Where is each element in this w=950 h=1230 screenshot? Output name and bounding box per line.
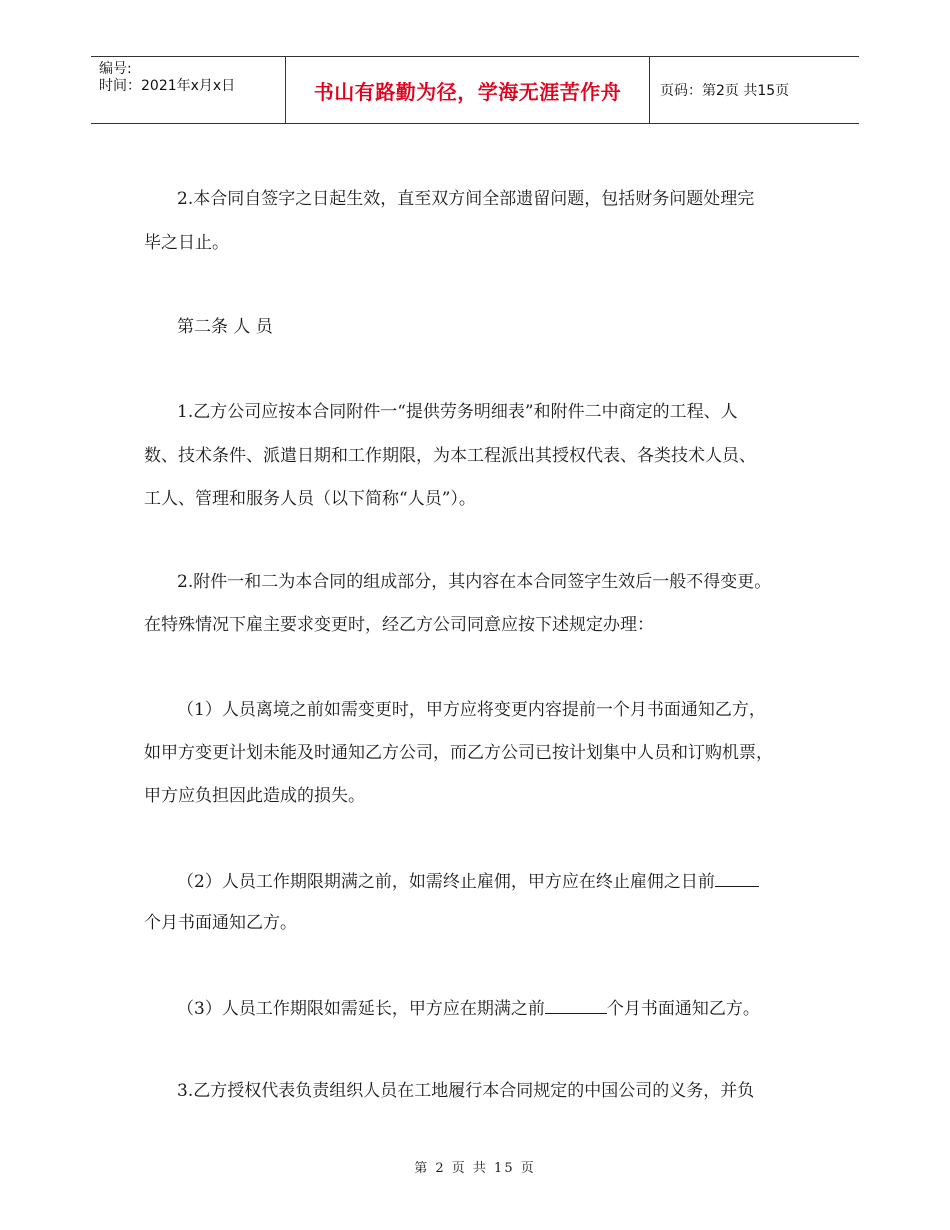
paragraph-line: 工人、管理和服务人员（以下简称“人员”）。 <box>144 489 476 509</box>
header-motto: 书山有路勤为径，学海无涯苦作舟 <box>286 57 650 123</box>
paragraph-line: 毕之日止。 <box>144 233 229 253</box>
paragraph-line: （1）人员离境之前如需变更时，甲方应将变更内容提前一个月书面通知乙方， <box>177 700 766 720</box>
paragraph-line <box>177 870 759 892</box>
fill-in-blank <box>545 997 607 1014</box>
fill-in-blank <box>715 870 759 887</box>
document-time-label: 时间：2021年x月x日 <box>99 78 236 94</box>
header-page-number: 页码：第2页 共15页 <box>660 83 790 99</box>
paragraph-text: （3）人员工作期限如需延长，甲方应在期满之前 <box>177 999 545 1019</box>
page-footer: 第 2 页 共 15 页 <box>414 1161 536 1176</box>
paragraph-line: 数、技术条件、派遣日期和工作期限，为本工程派出其授权代表、各类技术人员、 <box>144 446 756 466</box>
paragraph-line: 甲方应负担因此造成的损失。 <box>144 786 365 806</box>
page-header <box>91 56 859 124</box>
paragraph-line: 在特殊情况下雇主要求变更时，经乙方公司同意应按下述规定办理： <box>144 615 654 635</box>
paragraph-line: 1.乙方公司应按本合同附件一“提供劳务明细表”和附件二中商定的工程、人 <box>177 402 738 422</box>
paragraph-line: 2.附件一和二为本合同的组成部分，其内容在本合同签字生效后一般不得变更。 <box>177 572 772 592</box>
paragraph-line: 如甲方变更计划未能及时通知乙方公司，而乙方公司已按计划集中人员和订购机票， <box>144 743 773 763</box>
document-number-label: 编号: <box>99 61 132 77</box>
paragraph-text: 个月书面通知乙方。 <box>606 999 760 1019</box>
header-meta <box>91 57 286 123</box>
paragraph-line: 3.乙方授权代表负责组织人员在工地履行本合同规定的中国公司的义务，并负 <box>177 1081 755 1101</box>
paragraph-line <box>177 997 760 1019</box>
paragraph-text: （2）人员工作期限期满之前，如需终止雇佣，甲方应在终止雇佣之日前 <box>177 872 715 892</box>
section-heading: 第二条 人 员 <box>177 317 273 337</box>
paragraph-line: 个月书面通知乙方。 <box>144 913 297 933</box>
paragraph-line: 2.本合同自签字之日起生效，直至双方间全部遗留问题，包括财务问题处理完 <box>177 189 755 209</box>
